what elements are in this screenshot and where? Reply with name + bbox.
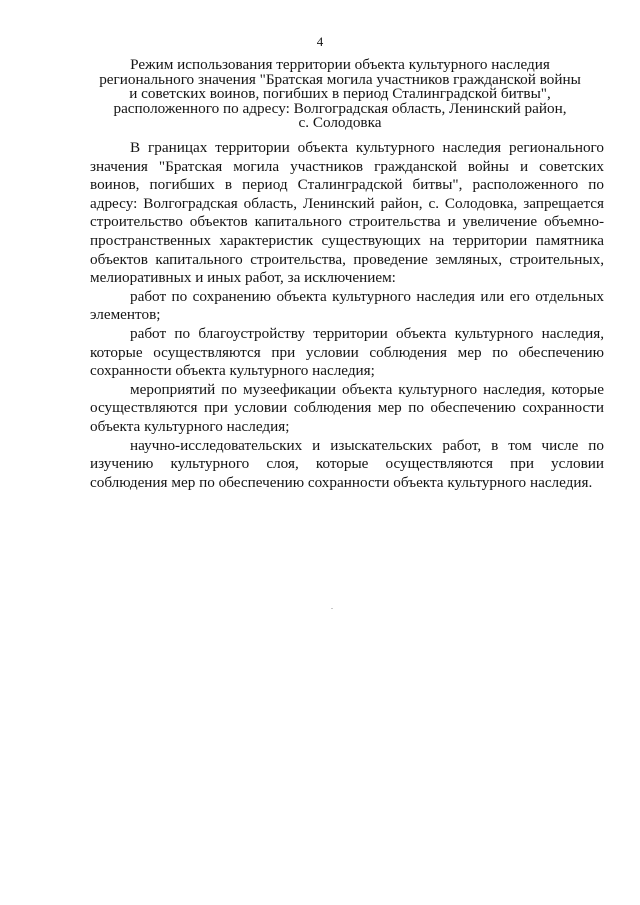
title-line: регионального значения "Братская могила участников гражданской войны [99, 70, 581, 88]
exception-item: работ по сохранению объекта культурного наследия или его отдельных элементов; [90, 287, 604, 324]
exception-item: научно-исследовательских и изыскательских работ, в том числе по изучению культурного слоя, которые осуществляются при условии соблюдения мер по обеспечению сохранности объекта культурного наследия. [90, 436, 604, 491]
page-number: 4 [316, 34, 324, 49]
title-line: с. Солодовка [298, 114, 382, 132]
title-line: и советских воинов, погибших в период Сталинградской битвы", [129, 85, 551, 103]
title-line: расположенного по адресу: Волгоградская область, Ленинский район, [113, 99, 567, 117]
intro-paragraph: В границах территории объекта культурного наследия регионального значения "Братская могила участников гражданской войны и советских воинов, погибших в период Сталинградской битвы", расположенного по адресу: Волгоградская область, Ленинский район, с. Солодовка, запрещается строительство объектов капитального строительства и увеличение объемно-пространственных характеристик существующих на территории памятника объектов капитального строительства, проведение земляных, строительных, мелиоративных и иных работ, за исключением: [90, 139, 604, 287]
document-body [90, 139, 604, 492]
scan-speck [331, 608, 333, 609]
document-title [70, 58, 610, 131]
exception-item: мероприятий по музеефикации объекта культурного наследия, которые осуществляются при условии соблюдения мер по обеспечению сохранности объекта культурного наследия; [90, 380, 604, 435]
title-line: Режим использования территории объекта культурного наследия [130, 56, 550, 73]
exception-item: работ по благоустройству территории объекта культурного наследия, которые осуществляются при условии соблюдения мер по обеспечению сохранности объекта культурного наследия; [90, 324, 604, 380]
